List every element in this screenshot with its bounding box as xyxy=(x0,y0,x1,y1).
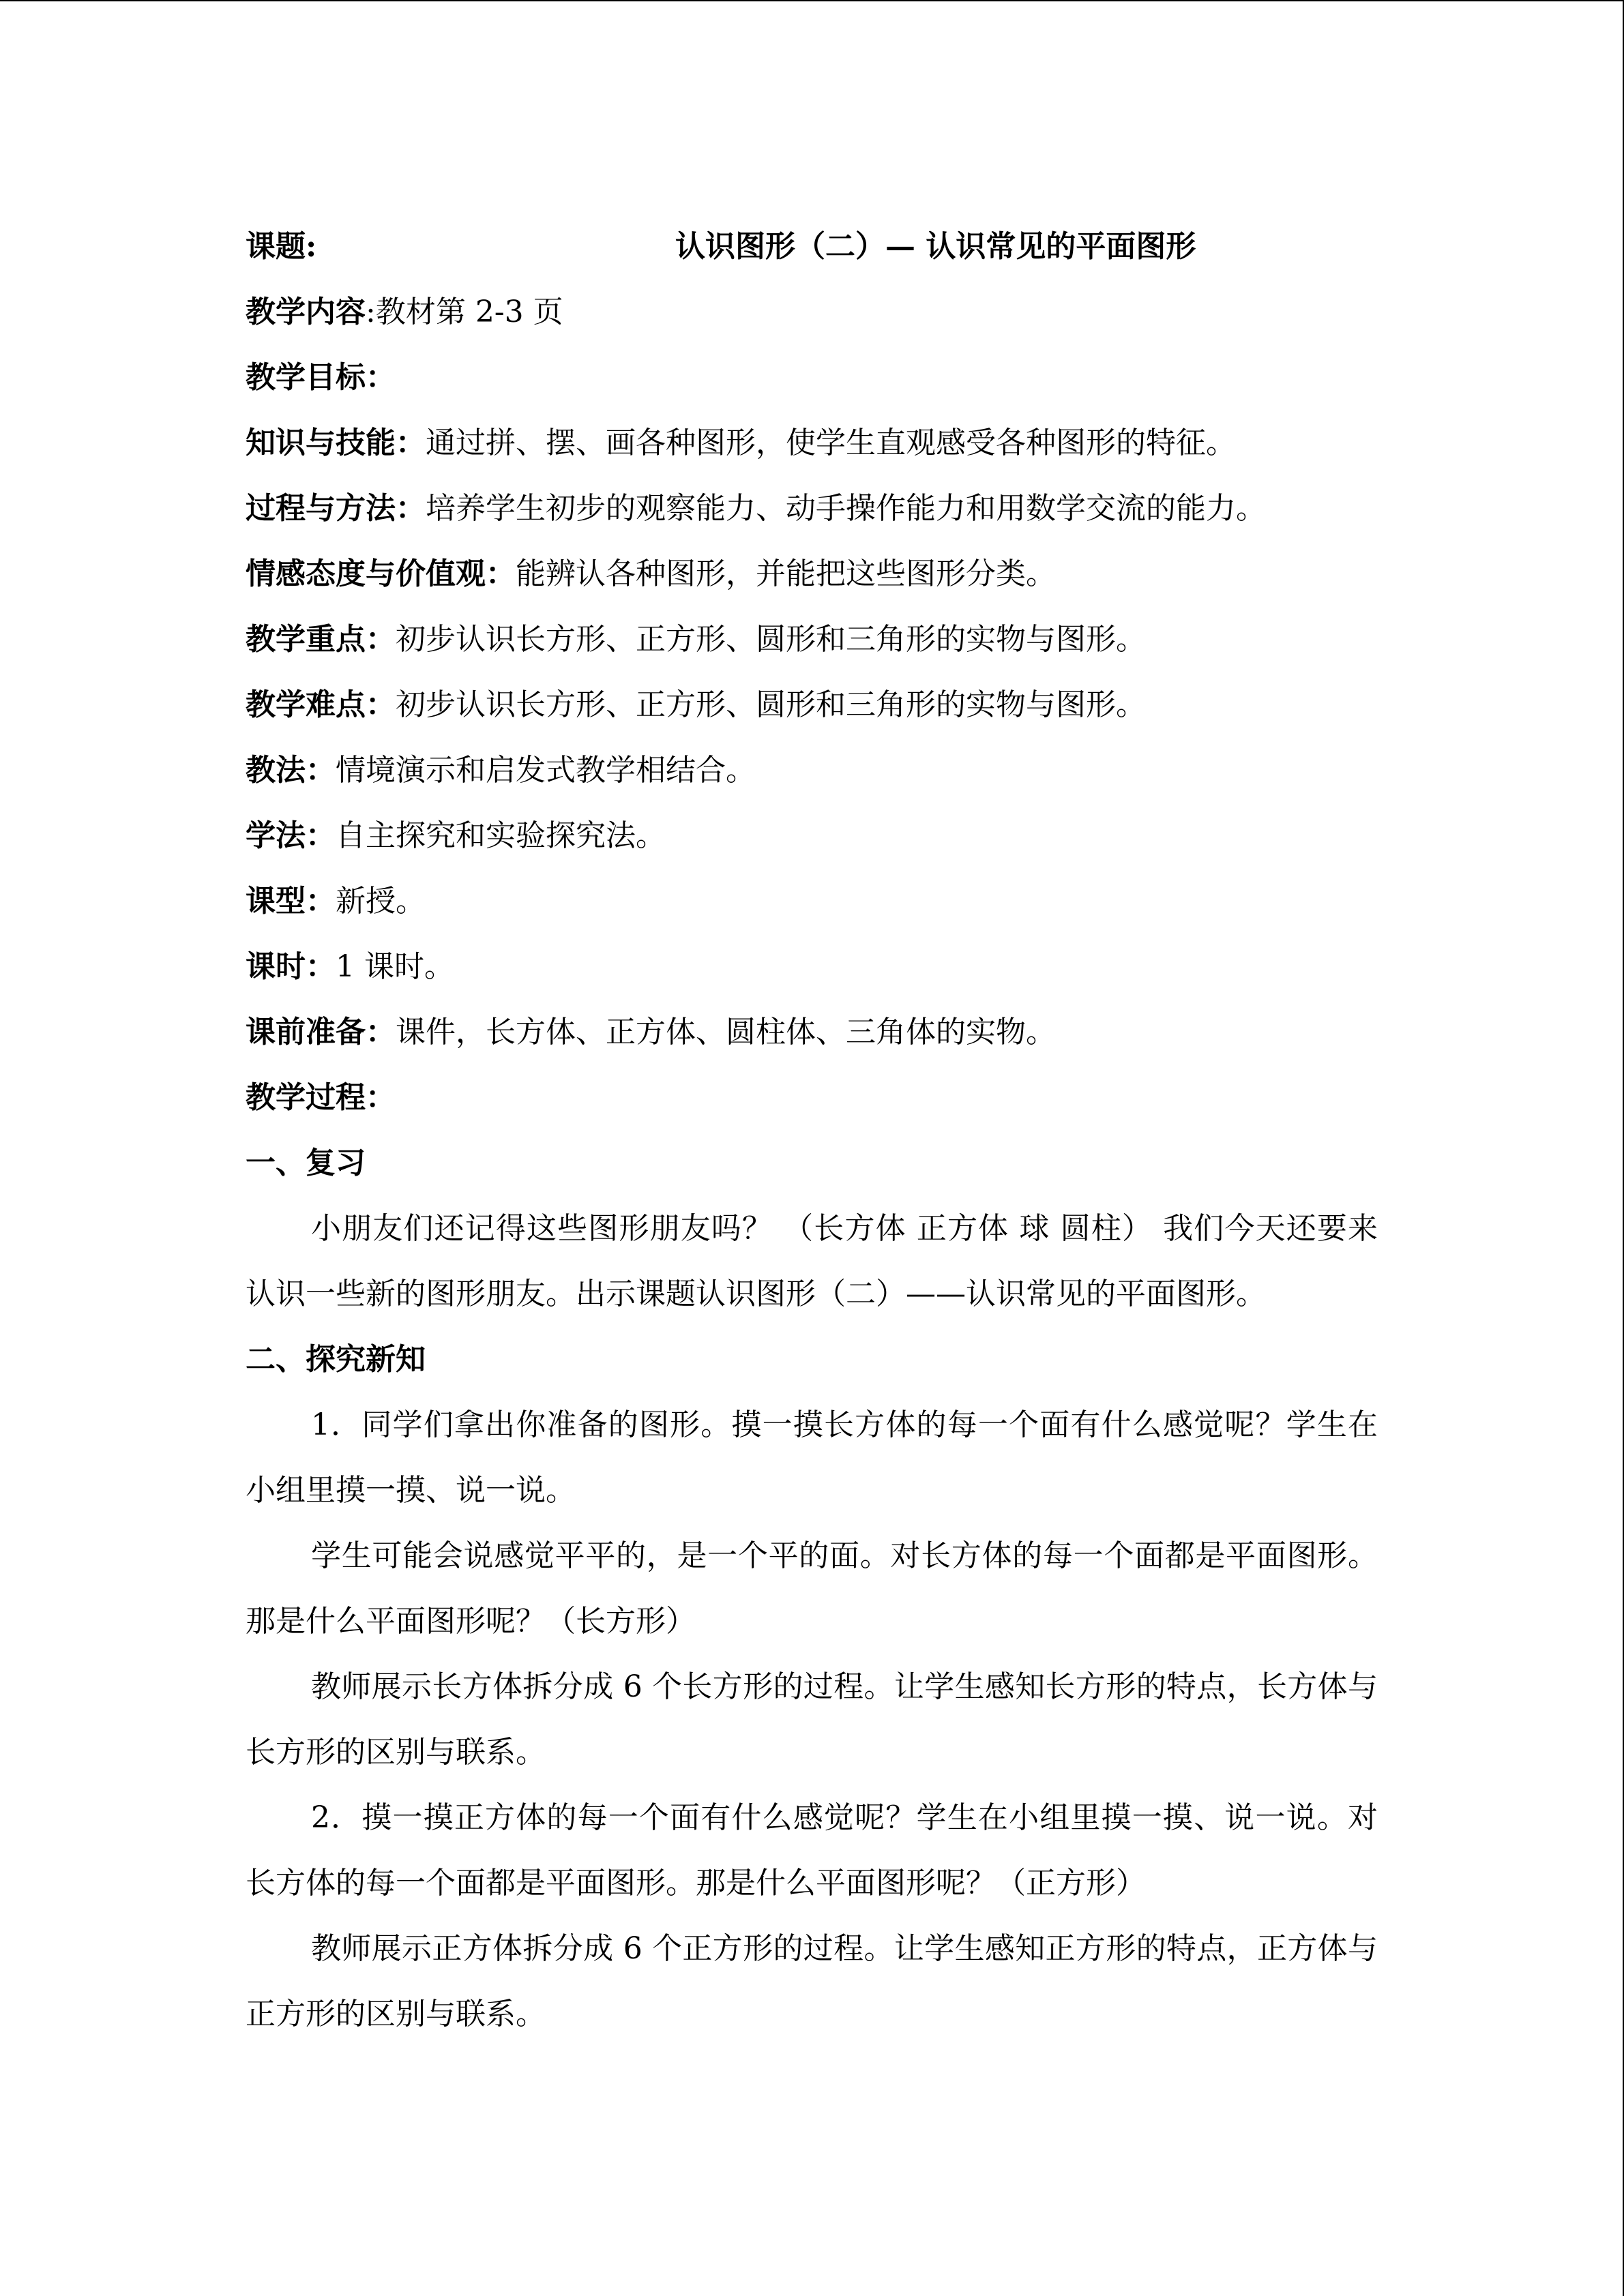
field-label: 课前准备： xyxy=(246,1015,396,1049)
field-separator: : xyxy=(366,295,376,329)
field-label: 情感态度与价值观： xyxy=(246,556,516,591)
lesson-title-line xyxy=(246,214,1378,280)
field-value: 通过拼、摆、画各种图形，使学生直观感受各种图形的特征。 xyxy=(426,426,1236,460)
field-value: 新授。 xyxy=(336,884,426,919)
section-heading-explore: 二、探究新知 xyxy=(246,1342,426,1377)
paragraph: 教师展示正方体拆分成 6 个正方形的过程。让学生感知正方形的特点，正方体与正方形的区别与联系。 xyxy=(246,1931,1378,2031)
field-process-methods xyxy=(246,476,1378,541)
field-learning-method xyxy=(246,803,1378,869)
field-label: 课型： xyxy=(246,884,336,919)
field-label: 课时： xyxy=(246,949,336,984)
field-label: 教学难点： xyxy=(246,687,396,722)
document-body xyxy=(246,214,1378,2047)
field-label: 教学重点： xyxy=(246,622,396,657)
field-teaching-goals xyxy=(246,345,1378,411)
paragraph: 小朋友们还记得这些图形朋友吗？ （长方体 正方体 球 圆柱） 我们今天还要来认识一些新的图形朋友。出示课题认识图形（二）——认识常见的平面图形。 xyxy=(246,1211,1378,1311)
field-label: 知识与技能： xyxy=(246,426,426,460)
field-label: 学法： xyxy=(246,818,336,853)
field-value: 自主探究和实验探究法。 xyxy=(336,818,666,853)
paragraph: 2．摸一摸正方体的每一个面有什么感觉呢？学生在小组里摸一摸、说一说。对长方体的每一个面都是平面图形。那是什么平面图形呢？（正方形） xyxy=(246,1800,1378,1900)
field-value: 初步认识长方形、正方形、圆形和三角形的实物与图形。 xyxy=(396,622,1146,657)
field-value: 培养学生初步的观察能力、动手操作能力和用数学交流的能力。 xyxy=(426,491,1266,526)
field-value: 情境演示和启发式教学相结合。 xyxy=(336,753,756,788)
field-value: 初步认识长方形、正方形、圆形和三角形的实物与图形。 xyxy=(396,687,1146,722)
field-value: 1 课时。 xyxy=(336,949,454,984)
field-difficult-points xyxy=(246,672,1378,738)
paragraph: 学生可能会说感觉平平的，是一个平的面。对长方体的每一个面都是平面图形。那是什么平面图形呢？（长方形） xyxy=(246,1538,1378,1639)
lesson-title-label: 课题: xyxy=(246,229,317,264)
field-teaching-method xyxy=(246,738,1378,803)
field-knowledge-skills xyxy=(246,411,1378,476)
field-class-hours xyxy=(246,934,1378,1000)
field-label: 过程与方法： xyxy=(246,491,426,526)
paragraph: 教师展示长方体拆分成 6 个长方形的过程。让学生感知长方形的特点，长方体与长方形的区别与联系。 xyxy=(246,1669,1378,1770)
field-label: 教学内容 xyxy=(246,295,366,329)
field-label: 教学目标： xyxy=(246,360,396,395)
field-preparation xyxy=(246,1000,1378,1065)
section-heading-review: 一、复习 xyxy=(246,1146,366,1180)
field-teaching-content xyxy=(246,280,1378,345)
field-value: 能辨认各种图形，并能把这些图形分类。 xyxy=(516,556,1056,591)
field-attitude-values xyxy=(246,541,1378,607)
field-lesson-type xyxy=(246,869,1378,934)
lesson-title: 认识图形（二）— 认识常见的平面图形 xyxy=(675,229,1196,264)
field-label: 教学过程： xyxy=(246,1080,396,1115)
field-label: 教法： xyxy=(246,753,336,788)
field-value: 课件，长方体、正方体、圆柱体、三角体的实物。 xyxy=(396,1015,1056,1049)
field-key-points xyxy=(246,607,1378,672)
field-teaching-process xyxy=(246,1065,1378,1131)
field-value: 教材第 2-3 页 xyxy=(375,295,563,329)
paragraph: 1．同学们拿出你准备的图形。摸一摸长方体的每一个面有什么感觉呢？学生在小组里摸一摸、说一说。 xyxy=(246,1407,1378,1508)
